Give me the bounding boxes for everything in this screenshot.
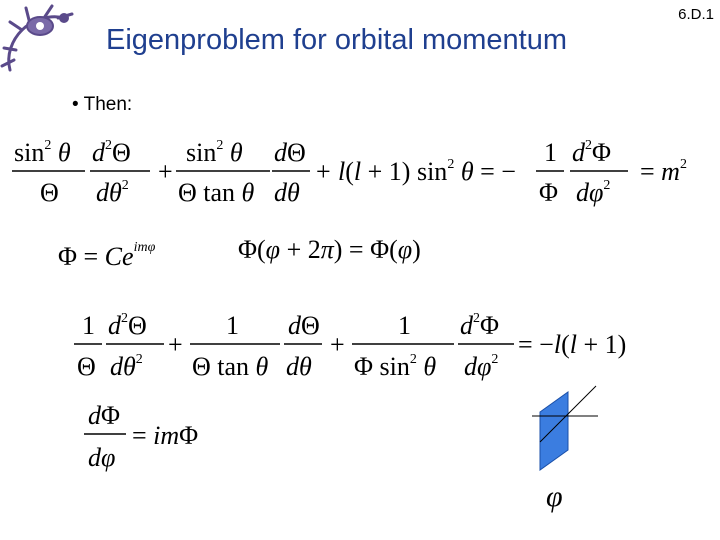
- svg-text:Φ(φ + 2π) = Φ(φ): Φ(φ + 2π) = Φ(φ): [238, 235, 421, 264]
- svg-text:sin2 θ: $\sin^2 \theta$: [186, 138, 243, 167]
- svg-text:Φ: Φ: [539, 178, 559, 207]
- angle-phi-label: φ: [546, 480, 563, 513]
- svg-text:dΘ: dΘ: [274, 138, 306, 167]
- svg-text:+: +: [158, 157, 173, 186]
- bullet-then: • Then:: [72, 94, 133, 115]
- svg-text:dθ2: $d\theta^2$: [96, 178, 129, 207]
- svg-text:dφ2: $d\varphi^2$: [464, 352, 499, 381]
- svg-text:1: 1: [82, 311, 95, 340]
- svg-text:Φ = Ceimφ: $\Phi = Ce^{im\varphi}$: [58, 240, 156, 271]
- equation-divided: [74, 311, 626, 381]
- svg-text:1: 1: [398, 311, 411, 340]
- svg-text:+: +: [316, 157, 331, 186]
- equation-separation: [12, 138, 687, 207]
- svg-text:dθ: dθ: [286, 352, 312, 381]
- svg-text:1: 1: [544, 138, 557, 167]
- svg-text:d2Φ: $d^2\Phi$: [572, 138, 612, 167]
- equation-first-order: [84, 401, 198, 472]
- svg-text:Θ: Θ: [40, 178, 59, 207]
- half-plane: [540, 392, 568, 470]
- svg-text:+: +: [168, 330, 183, 359]
- svg-text:= imΦ: = imΦ: [132, 421, 199, 450]
- svg-text:dφ: dφ: [88, 443, 116, 472]
- svg-text:d2Θ: $d^2\Theta$: [108, 311, 147, 340]
- svg-text:Θ tan θ: Θ tan θ: [192, 352, 269, 381]
- svg-text:= −l(l + 1): = −l(l + 1): [518, 330, 627, 359]
- svg-text:dθ2: $d\theta^2$: [110, 352, 143, 381]
- svg-text:d2Θ: $d^2\Theta$: [92, 138, 131, 167]
- slide-title: Eigenproblem for orbital momentum: [106, 24, 567, 56]
- svg-text:dΦ: dΦ: [88, 401, 121, 430]
- bullet-label: Then:: [83, 94, 133, 115]
- svg-text:Φ sin2 θ: Φ $\sin^2 \theta$: [354, 352, 437, 381]
- svg-text:l(l + 1) sin2 θ = −: l(l + 1) $\sin^2 \theta$ = −: [338, 157, 516, 186]
- svg-text:dθ: dθ: [274, 178, 300, 207]
- svg-text:sin2 θ: $\sin^2 \theta$: [14, 138, 71, 167]
- svg-text:= m2: = $m^2$: [640, 157, 687, 186]
- svg-text:+: +: [330, 330, 345, 359]
- svg-text:dφ2: $d\varphi^2$: [576, 178, 611, 207]
- slide-number: 6.D.1: [678, 6, 714, 23]
- equation-solution: [58, 240, 156, 271]
- svg-text:Θ tan θ: Θ tan θ: [178, 178, 255, 207]
- svg-text:dΘ: dΘ: [288, 311, 320, 340]
- half-plane-figure: [532, 386, 598, 513]
- svg-text:Θ: Θ: [77, 352, 96, 381]
- svg-text:d2Φ: $d^2\Phi$: [460, 311, 500, 340]
- equation-periodicity: [238, 235, 421, 264]
- svg-text:1: 1: [226, 311, 239, 340]
